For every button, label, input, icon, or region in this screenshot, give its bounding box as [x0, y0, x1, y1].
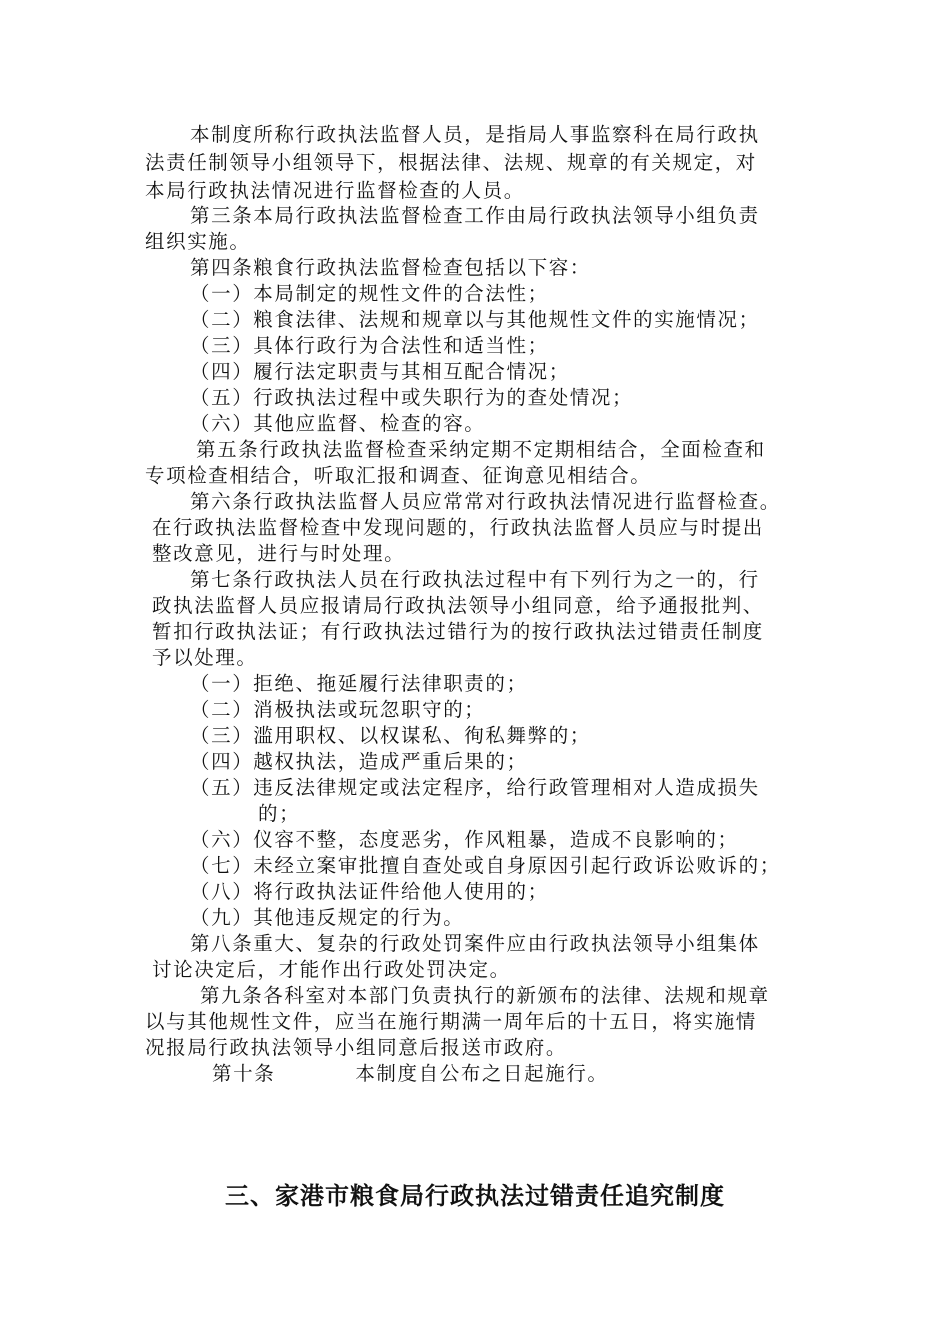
paragraph-line: 讨论决定后，才能作出行政处罚决定。: [152, 958, 511, 981]
list-item: （九）其他违反规定的行为。: [190, 906, 465, 929]
section-title: 三、家港市粮食局行政执法过错责任追究制度: [225, 1182, 725, 1210]
list-item: （四）履行法定职责与其相互配合情况；: [190, 360, 570, 383]
paragraph-line: 第九条各科室对本部门负责执行的新颁布的法律、法规和规章: [200, 984, 770, 1007]
list-item: （一）拒绝、拖延履行法律职责的；: [190, 672, 528, 695]
paragraph-line: 第五条行政执法监督检查采纳定期不定期相结合，全面检查和: [196, 438, 766, 461]
list-item: （七）未经立案审批擅自查处或自身原因引起行政诉讼败诉的；: [190, 854, 781, 877]
paragraph-line: 本局行政执法情况进行监督检查的人员。: [145, 179, 525, 202]
list-item: （二）消极执法或玩忽职守的；: [190, 698, 486, 721]
paragraph-line: 第三条本局行政执法监督检查工作由局行政执法领导小组负责: [190, 204, 760, 227]
paragraph-line: 政执法监督人员应报请局行政执法领导小组同意，给予通报批判、: [152, 594, 764, 617]
paragraph-line: 第七条行政执法人员在行政执法过程中有下列行为之一的，行: [190, 568, 760, 591]
list-item-continuation: 的；: [258, 802, 301, 825]
list-item: （一）本局制定的规性文件的合法性；: [190, 282, 549, 305]
paragraph-line: 以与其他规性文件，应当在施行期满一周年后的十五日，将实施情: [145, 1010, 757, 1033]
list-item: （五）行政执法过程中或失职行为的查处情况；: [190, 386, 634, 409]
paragraph-line: 在行政执法监督检查中发现问题的，行政执法监督人员应与时提出: [152, 516, 764, 539]
list-item: （六）其他应监督、检查的容。: [190, 412, 486, 435]
paragraph-line: 整改意见，进行与时处理。: [152, 542, 406, 565]
last-article-text: 本制度自公布之日起施行。: [355, 1062, 609, 1085]
list-item: （六）仪容不整，态度恶劣，作风粗暴，造成不良影响的；: [190, 828, 739, 851]
list-item: （五）违反法律规定或法定程序，给行政管理相对人造成损失: [190, 776, 760, 799]
paragraph-line: 本制度所称行政执法监督人员，是指局人事监察科在局行政执: [190, 123, 760, 146]
last-article-line: [212, 1062, 609, 1086]
last-article-label: 第十条: [212, 1062, 276, 1085]
paragraph-line: 第六条行政执法监督人员应常常对行政执法情况进行监督检查。: [190, 490, 781, 513]
list-item: （八）将行政执法证件给他人使用的；: [190, 880, 549, 903]
paragraph-line: 专项检查相结合，听取汇报和调查、征询意见相结合。: [145, 464, 652, 487]
paragraph-line: 况报局行政执法领导小组同意后报送市政府。: [145, 1036, 568, 1059]
list-item: （二）粮食法律、法规和规章以与其他规性文件的实施情况；: [190, 308, 760, 331]
list-item: （三）滥用职权、以权谋私、徇私舞弊的；: [190, 724, 591, 747]
list-item: （四）越权执法，造成严重后果的；: [190, 750, 528, 773]
paragraph-line: 第八条重大、复杂的行政处罚案件应由行政执法领导小组集体: [190, 932, 760, 955]
paragraph-line: 予以处理。: [152, 646, 258, 669]
list-item: （三）具体行政行为合法性和适当性；: [190, 334, 549, 357]
paragraph-line: 组织实施。: [145, 230, 251, 253]
paragraph-line: 暂扣行政执法证；有行政执法过错行为的按行政执法过错责任制度: [152, 620, 764, 643]
paragraph-line: 第四条粮食行政执法监督检查包括以下容：: [190, 256, 591, 279]
paragraph-line: 法责任制领导小组领导下，根据法律、法规、规章的有关规定，对: [145, 151, 757, 174]
